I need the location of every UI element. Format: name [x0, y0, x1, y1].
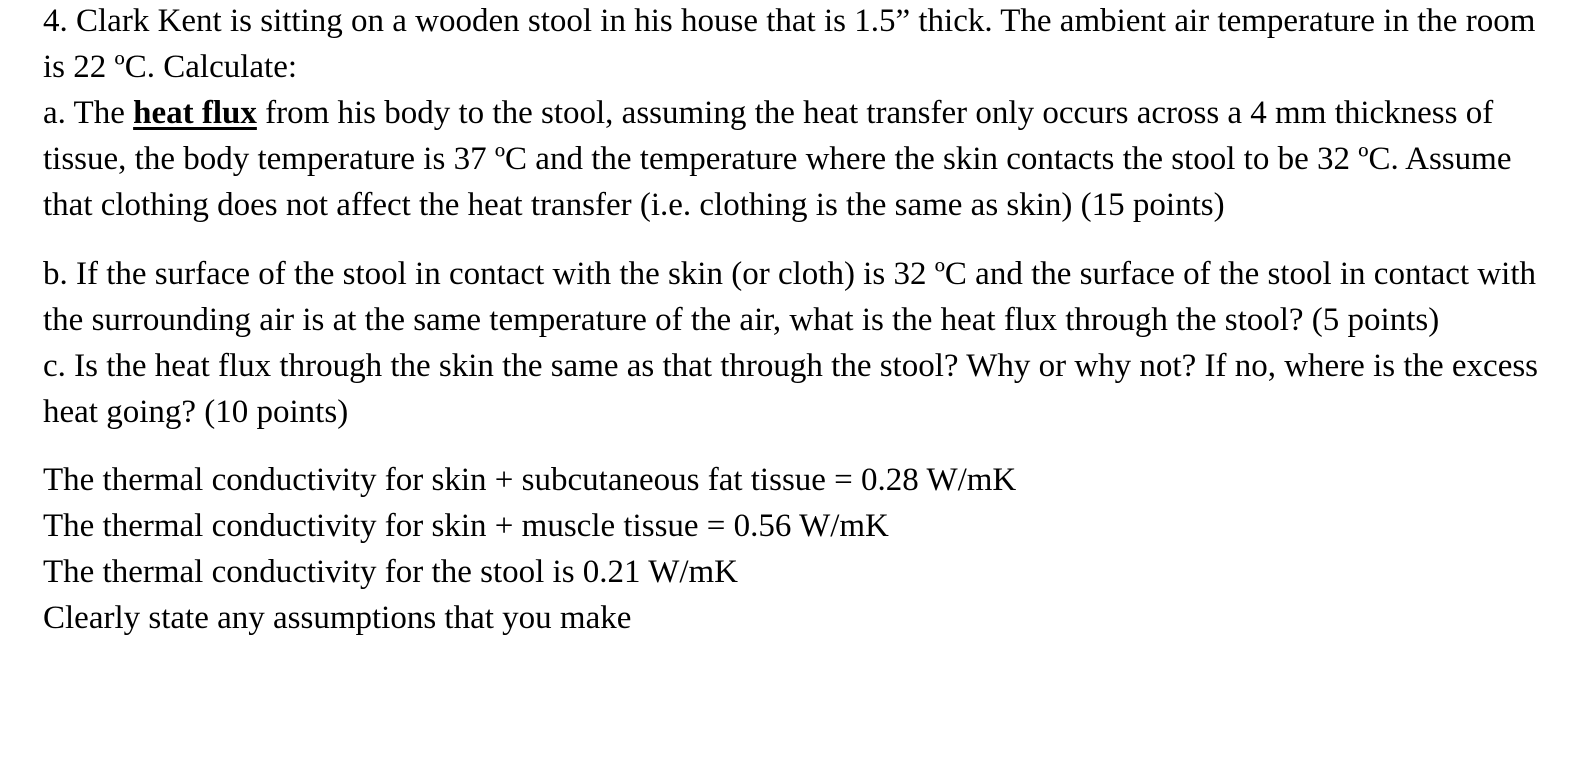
assumptions-note: Clearly state any assumptions that you make — [43, 600, 632, 636]
constants-list — [43, 457, 1558, 641]
constant-stool: The thermal conductivity for the stool is 0.21 W/mK — [43, 554, 739, 590]
part-a — [43, 90, 1558, 228]
spacer — [43, 435, 1558, 457]
heat-flux-emphasis: heat flux — [133, 95, 257, 131]
problem-document — [43, 0, 1558, 641]
part-a-text: from his body to the stool, assuming the heat transfer only occurs across a 4 mm thickness of tissue, the body temperature is 37 ºC and the temperature where the skin contacts the stool to be 32 ºC. Assume that clothing does not affect the heat transfer (i.e. clothing is the same as skin) (15 points) — [43, 95, 1512, 223]
part-a-prefix: a. The — [43, 95, 134, 131]
constant-skin-fat: The thermal conductivity for skin + subcutaneous fat tissue = 0.28 W/mK — [43, 462, 1017, 498]
constant-skin-muscle: The thermal conductivity for skin + muscle tissue = 0.56 W/mK — [43, 508, 889, 544]
part-b: b. If the surface of the stool in contact with the skin (or cloth) is 32 ºC and the surface of the stool in contact with the surrounding air is at the same temperature of the air, what is the heat flux through the stool? (5 points) — [43, 256, 1537, 338]
spacer — [43, 228, 1558, 251]
question-intro: 4. Clark Kent is sitting on a wooden stool in his house that is 1.5” thick. The ambient air temperature in the room is 22 ºC. Calculate: — [43, 3, 1536, 85]
part-c: c. Is the heat flux through the skin the same as that through the stool? Why or why not? If no, where is the excess heat going? (10 points) — [43, 348, 1539, 430]
